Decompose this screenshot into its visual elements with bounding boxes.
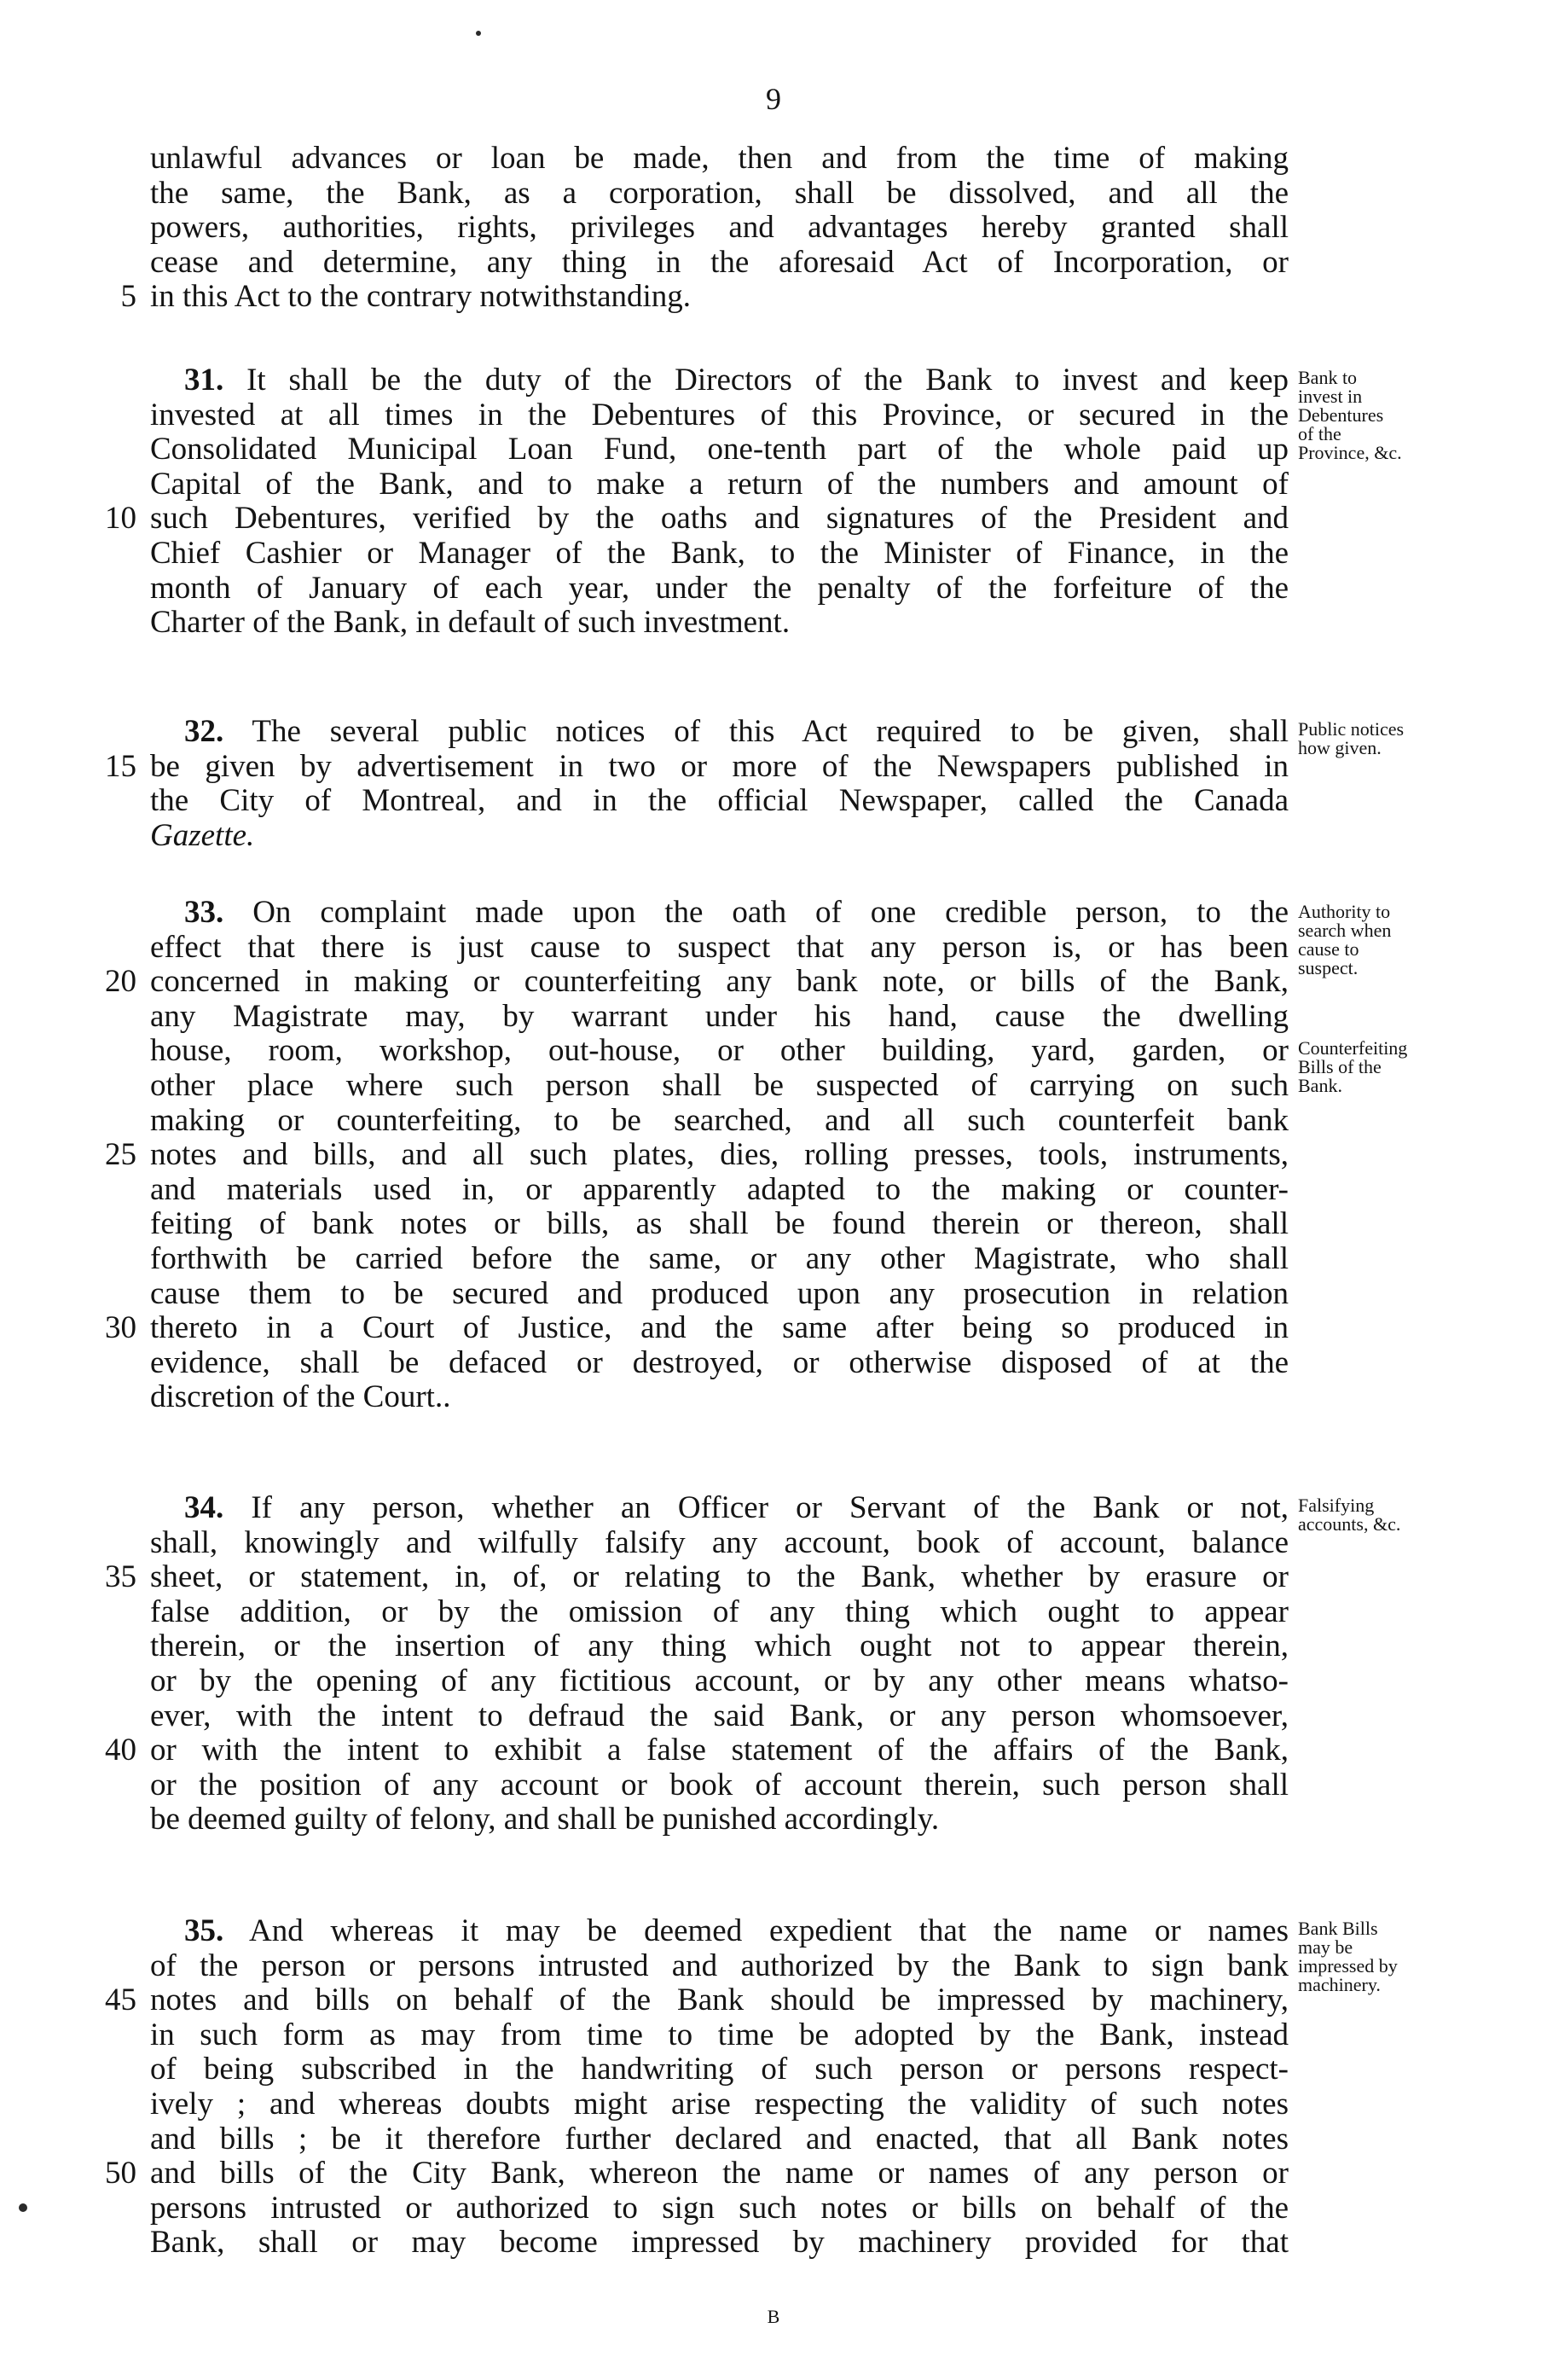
text-line <box>150 1068 1289 1103</box>
line-number: 5 <box>120 279 136 314</box>
line-text: persons intrusted or authorized to sign such notes or bills on behalf of the <box>150 2191 1289 2226</box>
side-note-line: Bank. <box>1298 1075 1342 1096</box>
line-text: effect that there is just cause to suspect that any person is, or has been <box>150 930 1289 965</box>
side-note <box>1298 1039 1545 1095</box>
line-text: and bills ; be it therefore further declared and enacted, that all Bank notes <box>150 2122 1289 2157</box>
text-line <box>150 1206 1289 1241</box>
text-line <box>150 1033 1289 1068</box>
side-note-line: Public notices <box>1298 718 1405 740</box>
text-line <box>150 1137 1289 1172</box>
line-text: and materials used in, or apparently adapted to the making or counter- <box>150 1172 1289 1207</box>
line-text: false addition, or by the omission of any thing which ought to appear <box>150 1594 1289 1629</box>
line-text: If any person, whether an Officer or Servant of the Bank or not, <box>251 1490 1289 1525</box>
side-note-line: invest in <box>1298 386 1363 407</box>
text-line <box>150 2193 1289 2224</box>
text-line <box>150 400 1289 431</box>
line-text: It shall be the duty of the Directors of the Bank to invest and keep <box>246 363 1289 398</box>
margin-bullet <box>19 2203 27 2212</box>
line-number: 50 <box>105 2156 136 2191</box>
line-text: the City of Montreal, and in the official Newspaper, called the Canada <box>150 783 1289 818</box>
text-line <box>150 607 1289 638</box>
line-text: concerned in making or counterfeiting any bank note, or bills of the Bank, <box>150 964 1289 999</box>
text-line <box>150 143 1289 174</box>
line-number: 30 <box>105 1310 136 1345</box>
line-number: 20 <box>105 964 136 999</box>
line-text: be given by advertisement in two or more of the Newspapers published in <box>150 749 1289 784</box>
line-number: 40 <box>105 1733 136 1768</box>
side-note-line: Bills of the <box>1298 1056 1382 1077</box>
text-line <box>150 964 1289 999</box>
line-text: other place where such person shall be suspected of carrying on such <box>150 1068 1289 1103</box>
text-line <box>150 503 1289 534</box>
text-line <box>150 1804 1289 1835</box>
text-line <box>150 279 1289 314</box>
section-number: 34. <box>184 1490 224 1525</box>
line-text: month of January of each year, under the penalty of the forfeiture of the <box>150 571 1289 606</box>
text-line <box>150 1948 1289 1983</box>
line-text: making or counterfeiting, to be searched, and all such counterfeit bank <box>150 1103 1289 1138</box>
line-text: invested at all times in the Debentures of this Province, or secured in the <box>150 398 1289 432</box>
line-text: cause them to be secured and produced upon any prosecution in relation <box>150 1276 1289 1311</box>
text-line <box>150 178 1289 209</box>
line-text: Gazette. <box>150 818 255 853</box>
side-note <box>1298 369 1545 462</box>
line-text: ively ; and whereas doubts might arise respecting the validity of such notes <box>150 2087 1289 2122</box>
line-text: the same, the Bank, as a corporation, shall be dissolved, and all the <box>150 176 1289 211</box>
top-speck <box>476 31 481 36</box>
text-line <box>150 2054 1289 2085</box>
text-line <box>150 2124 1289 2155</box>
text-line <box>150 783 1289 818</box>
line-number: 35 <box>105 1559 136 1594</box>
line-text: unlawful advances or loan be made, then and from the time of making <box>150 141 1289 176</box>
side-note-line: how given. <box>1298 737 1382 758</box>
line-text: powers, authorities, rights, privileges and advantages hereby granted shall <box>150 210 1289 245</box>
line-text: Chief Cashier or Manager of the Bank, to the Minister of Finance, in the <box>150 536 1289 571</box>
side-note <box>1298 720 1545 758</box>
line-text: and bills of the City Bank, whereon the name or names of any person or <box>150 2156 1289 2191</box>
text-line <box>150 1241 1289 1276</box>
text-line <box>150 1001 1289 1032</box>
line-text: of being subscribed in the handwriting of such person or persons respect- <box>150 2052 1289 2087</box>
section-number: 31. <box>184 363 224 398</box>
side-note-line: of the <box>1298 423 1341 444</box>
text-line <box>150 1628 1289 1663</box>
side-note-line: Debentures <box>1298 404 1384 426</box>
side-note-line: Counterfeiting <box>1298 1037 1408 1059</box>
text-line <box>150 2227 1289 2258</box>
text-line <box>150 1525 1289 1560</box>
text-line <box>184 714 1289 749</box>
line-text: And whereas it may be deemed expedient that the name or names <box>249 1913 1289 1948</box>
text-line <box>150 1770 1289 1801</box>
line-text: notes and bills on behalf of the Bank should be impressed by machinery, <box>150 1982 1289 2017</box>
line-text: or by the opening of any fictitious account, or by any other means whatso- <box>150 1663 1289 1698</box>
section-number: 32. <box>184 714 224 749</box>
text-line <box>150 932 1289 963</box>
text-line <box>150 247 1289 278</box>
line-text: Consolidated Municipal Loan Fund, one-tenth part of the whole paid up <box>150 432 1289 467</box>
line-text: evidence, shall be defaced or destroyed, or otherwise disposed of at the <box>150 1345 1289 1380</box>
text-line <box>150 1310 1289 1345</box>
side-note-line: Bank Bills <box>1298 1918 1378 1939</box>
line-text: Charter of the Bank, in default of such investment. <box>150 605 791 640</box>
side-note-line: Province, &c. <box>1298 442 1402 463</box>
side-note-line: impressed by <box>1298 1955 1398 1977</box>
line-text: house, room, workshop, out-house, or other building, yard, garden, or <box>150 1033 1289 1068</box>
line-text: be deemed guilty of felony, and shall be punished accordingly. <box>150 1802 940 1837</box>
text-line <box>150 749 1289 784</box>
text-line <box>150 1735 1289 1766</box>
line-text: ever, with the intent to defraud the said Bank, or any person whomsoever, <box>150 1698 1289 1733</box>
side-note-line: cause to <box>1298 938 1359 960</box>
text-line <box>150 1982 1289 2017</box>
text-line <box>150 1172 1289 1207</box>
text-line <box>150 2158 1289 2189</box>
line-text: any Magistrate may, by warrant under his hand, cause the dwelling <box>150 999 1289 1034</box>
text-line <box>150 818 1289 853</box>
text-line <box>150 1698 1289 1733</box>
line-text: therein, or the insertion of any thing which ought not to appear therein, <box>150 1628 1289 1663</box>
line-text: or the position of any account or book of account therein, such person shall <box>150 1768 1289 1802</box>
page-number: 9 <box>766 82 781 116</box>
side-note-line: may be <box>1298 1936 1353 1958</box>
side-note-line: Falsifying <box>1298 1495 1375 1516</box>
line-text: Capital of the Bank, and to make a return of the numbers and amount of <box>150 467 1289 502</box>
section-number: 33. <box>184 895 224 930</box>
line-text: in this Act to the contrary notwithstanding. <box>150 279 692 314</box>
text-line <box>184 1913 1289 1948</box>
text-line <box>150 1379 1289 1414</box>
text-line <box>184 1490 1289 1525</box>
text-line <box>150 1103 1289 1138</box>
line-text: Bank, shall or may become impressed by machinery provided for that <box>150 2225 1289 2260</box>
line-text: cease and determine, any thing in the aforesaid Act of Incorporation, or <box>150 245 1289 280</box>
line-text: On complaint made upon the oath of one credible person, to the <box>252 895 1289 930</box>
text-line <box>150 538 1289 569</box>
line-number: 10 <box>105 501 136 536</box>
side-note <box>1298 1919 1545 1994</box>
text-line <box>150 469 1289 500</box>
text-line <box>150 212 1289 243</box>
side-note-line: search when <box>1298 920 1392 941</box>
text-line <box>150 1559 1289 1594</box>
side-note-line: Bank to <box>1298 367 1358 388</box>
line-text: feiting of bank notes or bills, as shall be found therein or thereon, shall <box>150 1206 1289 1241</box>
line-text: in such form as may from time to time be adopted by the Bank, instead <box>150 2017 1289 2052</box>
text-line <box>150 1345 1289 1380</box>
line-text: of the person or persons intrusted and authorized by the Bank to sign bank <box>150 1948 1289 1983</box>
line-text: such Debentures, verified by the oaths and signatures of the President and <box>150 501 1289 536</box>
side-note <box>1298 903 1545 978</box>
side-note-line: accounts, &c. <box>1298 1513 1401 1535</box>
signature-mark: B <box>767 2306 780 2327</box>
line-number: 25 <box>105 1137 136 1172</box>
line-text: thereto in a Court of Justice, and the same after being so produced in <box>150 1310 1289 1345</box>
text-line <box>150 434 1289 465</box>
text-line <box>184 365 1289 396</box>
line-text: or with the intent to exhibit a false statement of the affairs of the Bank, <box>150 1733 1289 1768</box>
text-line <box>150 2017 1289 2052</box>
text-line <box>150 1276 1289 1311</box>
line-text: shall, knowingly and wilfully falsify any account, book of account, balance <box>150 1525 1289 1560</box>
line-text: notes and bills, and all such plates, dies, rolling presses, tools, instruments, <box>150 1137 1289 1172</box>
line-text: sheet, or statement, in, of, or relating to the Bank, whether by erasure or <box>150 1559 1289 1594</box>
section-number: 35. <box>184 1913 224 1948</box>
line-text: The several public notices of this Act required to be given, shall <box>252 714 1289 749</box>
side-note-line: Authority to <box>1298 901 1391 922</box>
side-note <box>1298 1496 1545 1534</box>
line-number: 15 <box>105 749 136 784</box>
line-text: forthwith be carried before the same, or any other Magistrate, who shall <box>150 1241 1289 1276</box>
text-line <box>150 1594 1289 1629</box>
line-text: discretion of the Court.. <box>150 1379 451 1414</box>
text-line <box>150 1663 1289 1698</box>
line-number: 45 <box>105 1982 136 2017</box>
side-note-line: suspect. <box>1298 957 1359 978</box>
text-line <box>150 2089 1289 2120</box>
text-line <box>150 573 1289 604</box>
side-note-line: machinery. <box>1298 1974 1381 1995</box>
text-line <box>184 897 1289 928</box>
